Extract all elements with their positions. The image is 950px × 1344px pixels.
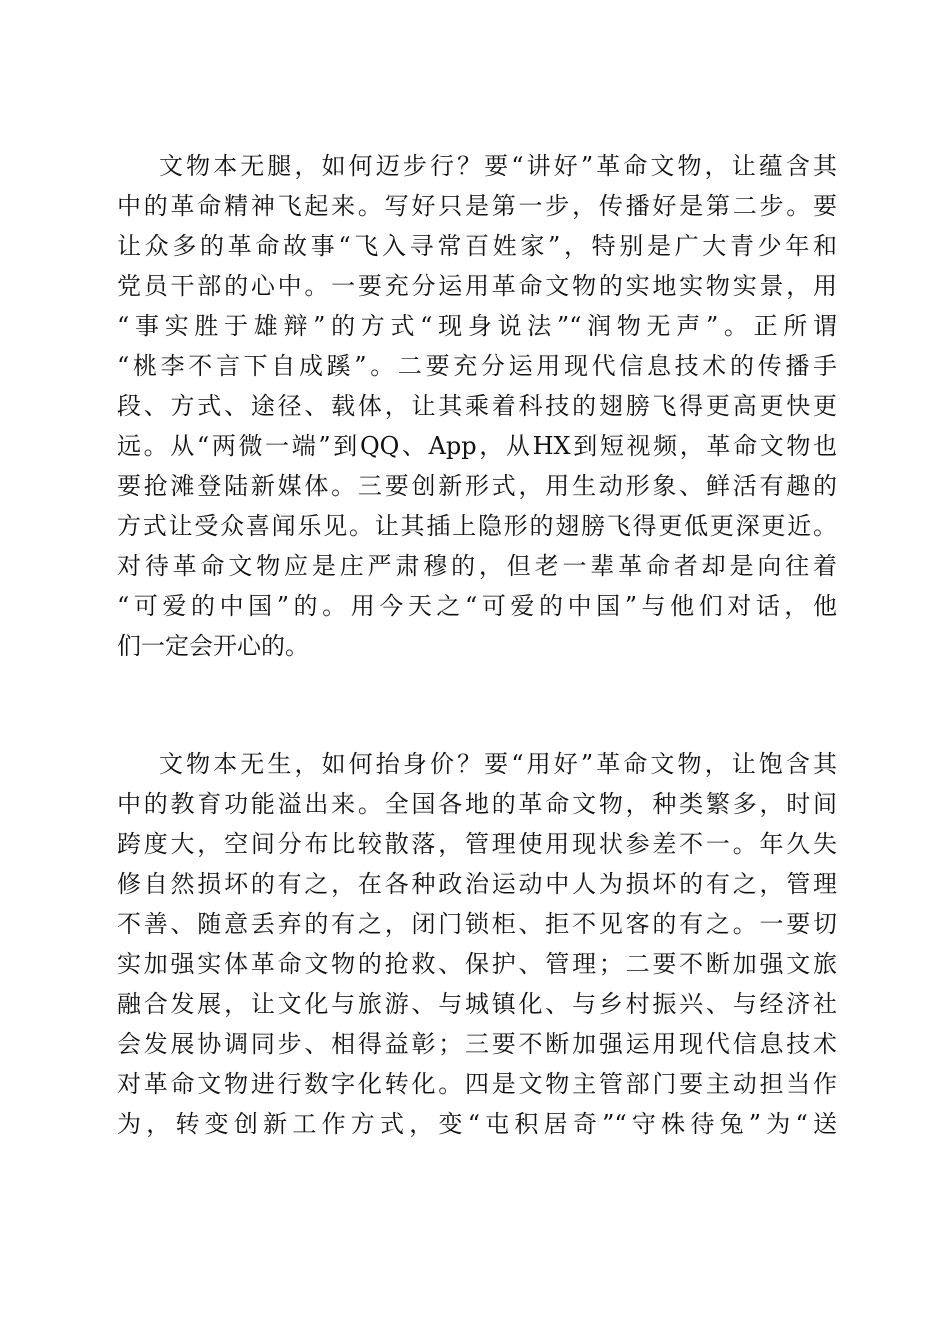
paragraph-line: 融合发展，让文化与旅游、与城镇化、与乡村振兴、与经济社	[117, 990, 837, 1018]
paragraph-line: 对待革命文物应是庄严肃穆的，但老一辈革命者却是向往着	[117, 552, 837, 580]
paragraph-line: 方式让受众喜闻乐见。让其插上隐形的翅膀飞得更低更深更近。	[117, 512, 837, 540]
paragraph-line: 党员干部的心中。一要充分运用革命文物的实地实物实景，用	[117, 272, 837, 300]
paragraph-line: 修自然损坏的有之，在各种政治运动中人为损坏的有之，管理	[117, 870, 837, 898]
paragraph-line: 不善、随意丢弃的有之，闭门锁柜、拒不见客的有之。一要切	[117, 910, 837, 938]
paragraph-line: 会发展协调同步、相得益彰；三要不断加强运用现代信息技术	[117, 1030, 837, 1058]
paragraph-line: 段、方式、途径、载体，让其乘着科技的翅膀飞得更高更快更	[117, 392, 837, 420]
paragraph-line: 对革命文物进行数字化转化。四是文物主管部门要主动担当作	[117, 1070, 837, 1098]
paragraph-1	[117, 146, 837, 666]
paragraph-line: 中的教育功能溢出来。全国各地的革命文物，种类繁多，时间	[117, 790, 837, 818]
paragraph-line: 中的革命精神飞起来。写好只是第一步，传播好是第二步。要	[117, 192, 837, 220]
paragraph-2	[117, 744, 837, 1144]
paragraph-line: 为，转变创新工作方式，变“屯积居奇”“守株待兔”为“送	[117, 1110, 837, 1138]
paragraph-line: 们一定会开心的。	[117, 632, 309, 660]
paragraph-line: 让众多的革命故事“飞入寻常百姓家”，特别是广大青少年和	[117, 232, 837, 260]
paragraph-line: 要抢滩登陆新媒体。三要创新形式，用生动形象、鲜活有趣的	[117, 472, 837, 500]
paragraph-line: “事实胜于雄辩”的方式“现身说法”“润物无声”。正所谓	[117, 312, 837, 340]
paragraph-line: 跨度大，空间分布比较散落，管理使用现状参差不一。年久失	[117, 830, 837, 858]
paragraph-line: “可爱的中国”的。用今天之“可爱的中国”与他们对话，他	[117, 592, 837, 620]
paragraph-line: 文物本无生，如何抬身价？要“用好”革命文物，让饱含其	[159, 750, 837, 778]
paragraph-line: 文物本无腿，如何迈步行？要“讲好”革命文物，让蕴含其	[159, 152, 837, 180]
paragraph-line: 远。从“两微一端”到QQ、App，从HX到短视频，革命文物也	[117, 432, 837, 460]
paragraph-line: 实加强实体革命文物的抢救、保护、管理；二要不断加强文旅	[117, 950, 837, 978]
paragraph-line: “桃李不言下自成蹊”。二要充分运用现代信息技术的传播手	[117, 352, 837, 380]
